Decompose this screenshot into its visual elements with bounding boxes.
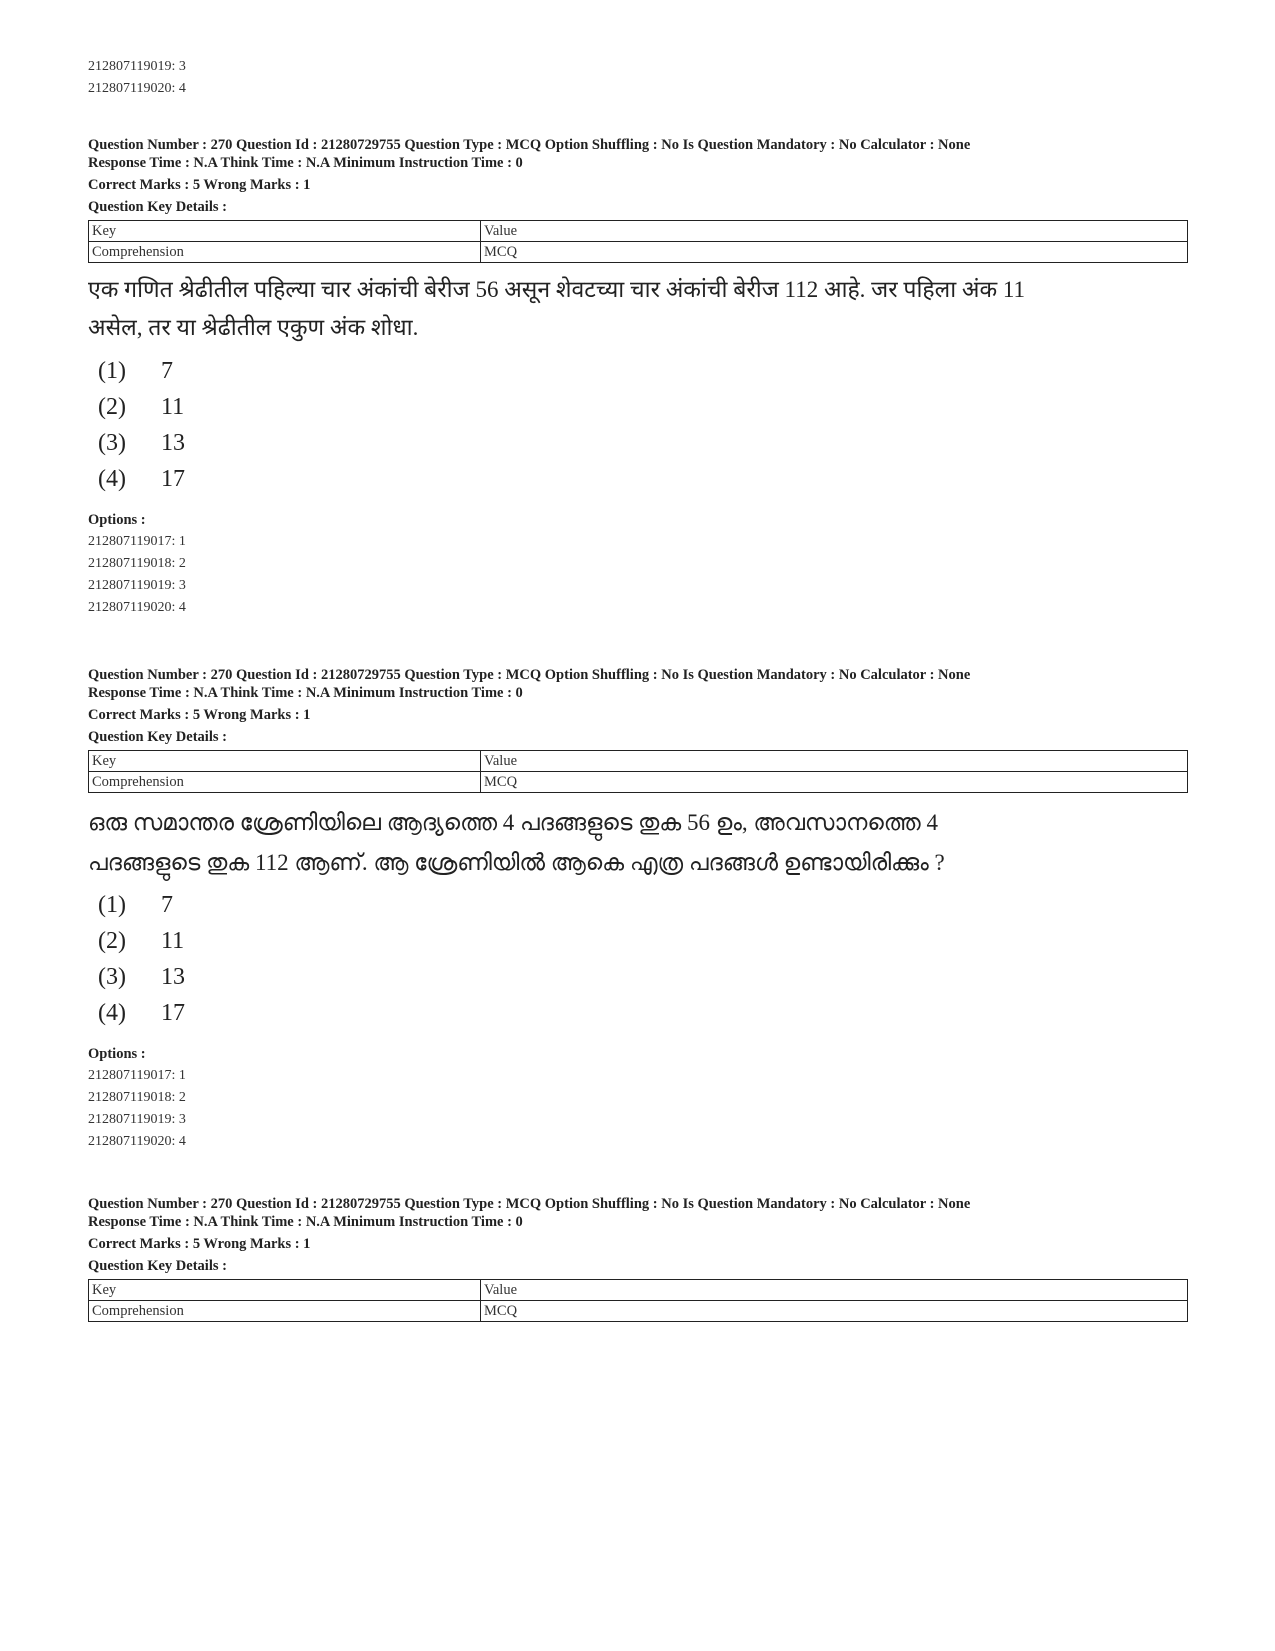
choices-list (88, 353, 1188, 497)
table-row (89, 751, 1188, 772)
top-options-list (88, 56, 1188, 100)
choice-value: 7 (161, 892, 173, 918)
options-list (88, 531, 1188, 619)
choice-item (88, 995, 1188, 1031)
table-header-key: Key (89, 751, 481, 772)
choices-list (88, 887, 1188, 1031)
choice-number: (4) (98, 466, 126, 492)
options-label: Options : (88, 512, 146, 528)
choice-item (88, 959, 1188, 995)
choice-number: (2) (98, 394, 126, 420)
table-header-key: Key (89, 1280, 481, 1301)
marks-line: Correct Marks : 5 Wrong Marks : 1 (88, 1236, 311, 1252)
option-id: 212807119018: 2 (88, 1090, 186, 1105)
question-line-1: एक गणित श्रेढीतील पहिल्या चार अंकांची बेरीज 56 असून शेवटच्या चार अंकांची बेरीज 112 आहे. जर पहिला अंक 11 (88, 277, 1026, 302)
option-id: 212807119019: 3 (88, 578, 186, 593)
question-text (88, 803, 1188, 883)
meta-line-1: Question Number : 270 Question Id : 21280729755 Question Type : MCQ Option Shuffling : No Is Question Mandatory : No Calculator : None (88, 667, 971, 683)
table-cell-value: MCQ (481, 772, 1188, 793)
option-id: 212807119020: 4 (88, 600, 186, 615)
table-cell-key: Comprehension (89, 1301, 481, 1322)
option-id: 212807119019: 3 (88, 1112, 186, 1127)
question-block-3 (88, 1195, 1188, 1322)
option-id: 212807119020: 4 (88, 1134, 186, 1149)
meta-line-1: Question Number : 270 Question Id : 21280729755 Question Type : MCQ Option Shuffling : No Is Question Mandatory : No Calculator : None (88, 1196, 971, 1212)
meta-line-1: Question Number : 270 Question Id : 21280729755 Question Type : MCQ Option Shuffling : No Is Question Mandatory : No Calculator : None (88, 137, 971, 153)
meta-line-2: Response Time : N.A Think Time : N.A Minimum Instruction Time : 0 (88, 685, 523, 701)
choice-item (88, 923, 1188, 959)
choice-value: 7 (161, 358, 173, 384)
key-details-table (88, 1279, 1188, 1322)
choice-item (88, 389, 1188, 425)
question-block-2 (88, 666, 1188, 1153)
choice-number: (1) (98, 358, 126, 384)
choice-number: (3) (98, 430, 126, 456)
question-line-2: असेल, तर या श्रेढीतील एकुण अंक शोधा. (88, 315, 419, 340)
option-id: 212807119017: 1 (88, 1068, 186, 1083)
table-row (89, 772, 1188, 793)
choice-value: 13 (161, 430, 185, 456)
table-cell-value: MCQ (481, 242, 1188, 263)
key-details-label: Question Key Details : (88, 199, 227, 215)
choice-item (88, 887, 1188, 923)
choice-item (88, 353, 1188, 389)
table-row (89, 1301, 1188, 1322)
choice-value: 11 (161, 928, 185, 954)
options-label: Options : (88, 1046, 146, 1062)
choice-number: (2) (98, 928, 126, 954)
table-header-value: Value (481, 1280, 1188, 1301)
choice-number: (3) (98, 964, 126, 990)
meta-line-2: Response Time : N.A Think Time : N.A Minimum Instruction Time : 0 (88, 1214, 523, 1230)
question-meta (88, 136, 1188, 172)
question-line-2: പദങ്ങളുടെ തുക 112 ആണ്. ആ ശ്രേണിയിൽ ആകെ എത്ര പദങ്ങൾ ഉണ്ടായിരിക്കും ? (88, 850, 945, 875)
table-cell-key: Comprehension (89, 242, 481, 263)
choice-number: (1) (98, 892, 126, 918)
question-block-1 (88, 136, 1188, 619)
table-cell-value: MCQ (481, 1301, 1188, 1322)
option-id: 212807119020: 4 (88, 81, 186, 96)
question-meta (88, 1195, 1188, 1231)
choice-value: 17 (161, 466, 185, 492)
question-line-1: ഒരു സമാന്തര ശ്രേണിയിലെ ആദ്യത്തെ 4 പദങ്ങളുടെ തുക 56 ഉം, അവസാനത്തെ 4 (88, 810, 938, 835)
choice-number: (4) (98, 1000, 126, 1026)
option-id: 212807119019: 3 (88, 59, 186, 74)
choice-value: 11 (161, 394, 185, 420)
question-text (88, 271, 1188, 347)
option-id: 212807119017: 1 (88, 534, 186, 549)
table-header-value: Value (481, 221, 1188, 242)
table-row (89, 221, 1188, 242)
marks-line: Correct Marks : 5 Wrong Marks : 1 (88, 177, 311, 193)
marks-line: Correct Marks : 5 Wrong Marks : 1 (88, 707, 311, 723)
key-details-label: Question Key Details : (88, 729, 227, 745)
table-header-key: Key (89, 221, 481, 242)
meta-line-2: Response Time : N.A Think Time : N.A Minimum Instruction Time : 0 (88, 155, 523, 171)
table-header-value: Value (481, 751, 1188, 772)
question-meta (88, 666, 1188, 702)
key-details-table (88, 220, 1188, 263)
table-row (89, 242, 1188, 263)
table-cell-key: Comprehension (89, 772, 481, 793)
choice-value: 13 (161, 964, 185, 990)
key-details-table (88, 750, 1188, 793)
options-list (88, 1065, 1188, 1153)
choice-item (88, 461, 1188, 497)
key-details-label: Question Key Details : (88, 1258, 227, 1274)
table-row (89, 1280, 1188, 1301)
choice-value: 17 (161, 1000, 185, 1026)
option-id: 212807119018: 2 (88, 556, 186, 571)
choice-item (88, 425, 1188, 461)
